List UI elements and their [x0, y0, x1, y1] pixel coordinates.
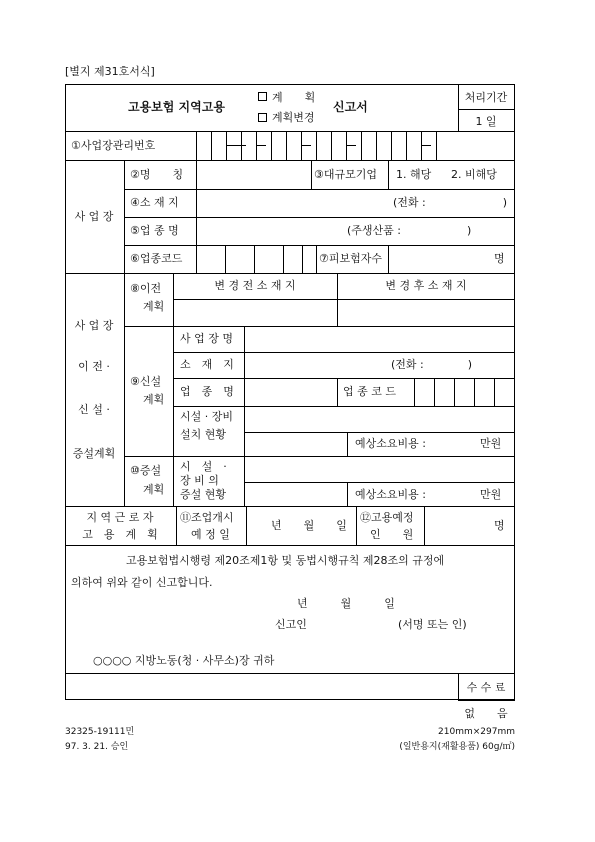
expected-hires-label: ⑫고용예정: [360, 511, 414, 524]
large-company-option-yes: 1. 해당: [396, 168, 432, 181]
expected-hires-label-2: 인 원: [370, 528, 414, 541]
address-label: ④소 재 지: [130, 196, 179, 209]
new-address-label: 소 재 지: [180, 358, 234, 371]
footer-code: 32325-19111민: [65, 727, 135, 737]
fee-value: 없 음: [464, 707, 508, 720]
start-date-field: 년 월 일: [271, 519, 347, 532]
expansion-facility-label-3: 증설 현황: [180, 488, 227, 501]
industry-code-label: ⑥업종코드: [130, 252, 183, 265]
name-label: ②명 칭: [130, 168, 184, 181]
title-right: 신고서: [333, 100, 368, 114]
phone-field: (전화 : ): [393, 196, 508, 209]
new-facility-label: 시설 · 장비: [180, 410, 233, 423]
expansion-facility-label-2: 장 비 의: [180, 474, 219, 487]
recipient-line: ○○○○ 지방노동(청 · 사무소)장 귀하: [93, 654, 275, 667]
expansion-facility-label: 시 설 ·: [180, 460, 227, 473]
plan-group-line3: 신 설 ·: [78, 403, 110, 416]
large-company-label: ③대규모기업: [314, 168, 377, 181]
footer-approval: 97. 3. 21. 승인: [65, 742, 129, 752]
title-option-plan: 계 획: [272, 91, 316, 104]
employment-plan-label: 지 역 근 로 자: [86, 511, 154, 524]
declaration-date: 년 월 일: [297, 597, 395, 610]
new-phone-field: (전화 : ): [391, 358, 473, 371]
relocation-label-2: 계획: [143, 300, 165, 313]
management-number-label: ①사업장관리번호: [71, 139, 156, 152]
plan-group-line1: 사 업 장: [74, 319, 114, 332]
insured-count-label: ⑦피보험자수: [319, 252, 382, 265]
processing-label: 처리기간: [464, 91, 508, 104]
new-cost-unit: 만원: [480, 437, 502, 450]
new-facility-label-2: 설치 현황: [180, 428, 227, 441]
title-option-change: 계획변경: [272, 111, 315, 124]
expansion-plan-label: ⑩증설: [130, 464, 162, 477]
expansion-cost-unit: 만원: [480, 488, 502, 501]
start-date-label-2: 예 정 일: [191, 528, 230, 541]
start-date-label: ⑪조업개시: [180, 511, 234, 524]
new-industry-label: 업 종 명: [180, 385, 234, 398]
new-plan-label-2: 계획: [143, 393, 165, 406]
footer-paper-type: (일반용지(재활용품) 60g/㎡): [399, 742, 515, 752]
applicant-label: 신고인: [275, 618, 307, 631]
new-workplace-name-label: 사 업 장 명: [180, 332, 233, 345]
footer-paper-size: 210mm×297mm: [438, 727, 515, 737]
employment-plan-label-2: 고 용 계 획: [82, 528, 158, 541]
plan-group-line2: 이 전 ·: [78, 360, 110, 373]
relocation-label: ⑧이전: [130, 282, 162, 295]
expected-hires-unit: 명: [494, 519, 505, 532]
fee-label: 수 수 료: [466, 681, 506, 694]
new-plan-label: ⑨신설: [130, 375, 162, 388]
plan-group-line4: 증설계획: [72, 447, 116, 460]
workplace-group-label: 사 업 장: [74, 210, 114, 223]
declaration-line1: 고용보험법시행령 제20조제1항 및 동법시행규칙 제28조의 규정에: [126, 554, 445, 567]
declaration-line2: 의하여 위와 같이 신고합니다.: [71, 576, 213, 589]
large-company-option-no: 2. 비해당: [451, 168, 497, 181]
plan-change-checkbox[interactable]: [258, 113, 267, 122]
before-address-header: 변 경 전 소 재 지: [214, 279, 296, 292]
after-address-header: 변 경 후 소 재 지: [385, 279, 467, 292]
new-cost-label: 예상소요비용 :: [355, 437, 426, 450]
new-industry-code-label: 업 종 코 드: [343, 385, 396, 398]
title-left: 고용보험 지역고용: [128, 100, 225, 114]
expansion-plan-label-2: 계획: [143, 483, 165, 496]
processing-value: 1 일: [475, 115, 497, 128]
plan-checkbox[interactable]: [258, 92, 267, 101]
expansion-cost-label: 예상소요비용 :: [355, 488, 426, 501]
signature-field: (서명 또는 인): [398, 618, 467, 631]
industry-name-label: ⑤업 종 명: [130, 224, 179, 237]
main-product-field: (주생산품 : ): [347, 224, 472, 237]
form-number: [별지 제31호서식]: [65, 65, 155, 78]
insured-count-unit: 명: [494, 252, 505, 265]
